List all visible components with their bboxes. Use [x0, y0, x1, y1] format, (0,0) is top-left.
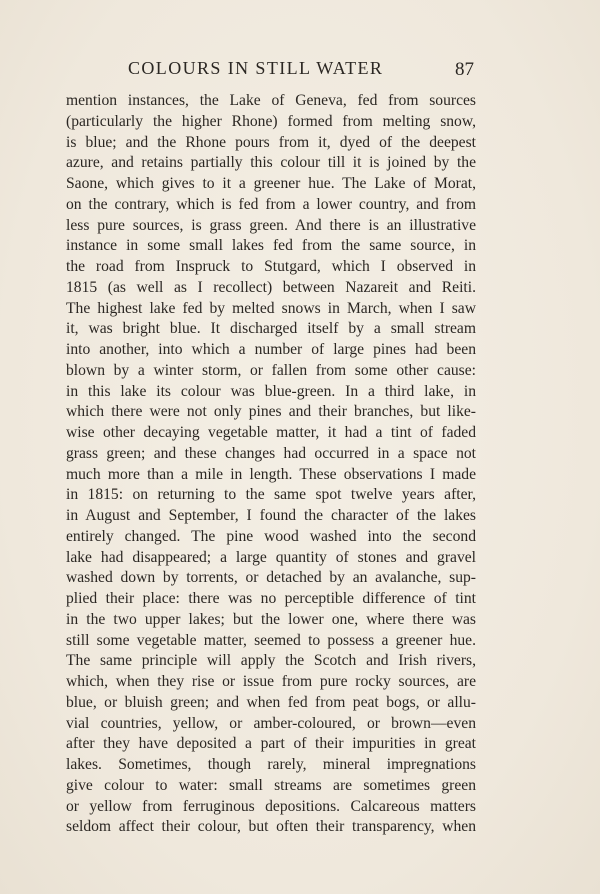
- text-line: 1815 (as well as I recollect) between Nazareit and Reiti.: [66, 278, 476, 296]
- text-line: mention instances, the Lake of Geneva, fed from sources: [66, 92, 476, 109]
- text-line: blue, or bluish green; and when fed from peat bogs, or allu-: [66, 693, 476, 711]
- text-line: the road from Inspruck to Stutgard, which I observed in: [66, 258, 476, 275]
- text-line: (particularly the higher Rhone) formed from melting snow,: [66, 112, 476, 130]
- text-line: instance in some small lakes fed from the same source, in: [66, 237, 476, 255]
- text-line: blown by a winter storm, or fallen from some other cause:: [66, 361, 476, 379]
- page-number: 87: [455, 59, 474, 80]
- page-header: [0, 58, 600, 82]
- text-line: much more than a mile in length. These observations I made: [66, 465, 476, 483]
- text-line: plied their place: there was no perceptible difference of tint: [66, 590, 476, 607]
- text-line: grass green; and these changes had occurred in a space not: [66, 444, 476, 462]
- text-line: which there were not only pines and their branches, but like-: [66, 403, 476, 421]
- text-line: azure, and retains partially this colour till it is joined by the: [66, 154, 476, 172]
- text-line: in 1815: on returning to the same spot twelve years after,: [66, 486, 476, 504]
- text-line: which, when they rise or issue from pure rocky sources, are: [66, 673, 476, 690]
- text-line: on the contrary, which is fed from a lower country, and from: [66, 195, 476, 213]
- text-line: or yellow from ferruginous depositions. Calcareous matters: [66, 797, 476, 815]
- running-title: COLOURS IN STILL WATER: [128, 58, 384, 78]
- text-line: washed down by torrents, or detached by an avalanche, sup-: [66, 569, 476, 587]
- text-line: Saone, which gives to it a greener hue. The Lake of Morat,: [66, 175, 476, 192]
- text-line: still some vegetable matter, seemed to possess a greener hue.: [66, 631, 476, 649]
- text-line: The highest lake fed by melted snows in March, when I saw: [66, 299, 476, 317]
- text-line: lakes. Sometimes, though rarely, mineral impregnations: [66, 756, 476, 773]
- text-line: it, was bright blue. It discharged itself by a small stream: [66, 320, 476, 338]
- text-line: less pure sources, is grass green. And there is an illustrative: [66, 216, 476, 234]
- text-line: vial countries, yellow, or amber-coloured, or brown—even: [66, 714, 476, 732]
- text-line: give colour to water: small streams are sometimes green: [66, 776, 476, 794]
- text-line: The same principle will apply the Scotch and Irish rivers,: [66, 652, 476, 670]
- text-line: lake had disappeared; a large quantity of stones and gravel: [66, 548, 476, 566]
- text-line: in this lake its colour was blue-green. In a third lake, in: [66, 382, 476, 400]
- body-text: [66, 91, 476, 838]
- text-line: seldom affect their colour, but often their transparency, when: [66, 818, 476, 836]
- text-line: entirely changed. The pine wood washed into the second: [66, 527, 476, 545]
- text-line: wise other decaying vegetable matter, it had a tint of faded: [66, 424, 476, 441]
- text-line: into another, into which a number of large pines had been: [66, 341, 476, 358]
- text-line: in the two upper lakes; but the lower one, where there was: [66, 610, 476, 628]
- text-line: after they have deposited a part of their impurities in great: [66, 735, 476, 753]
- text-line: is blue; and the Rhone pours from it, dyed of the deepest: [66, 133, 476, 151]
- text-line: in August and September, I found the character of the lakes: [66, 507, 476, 524]
